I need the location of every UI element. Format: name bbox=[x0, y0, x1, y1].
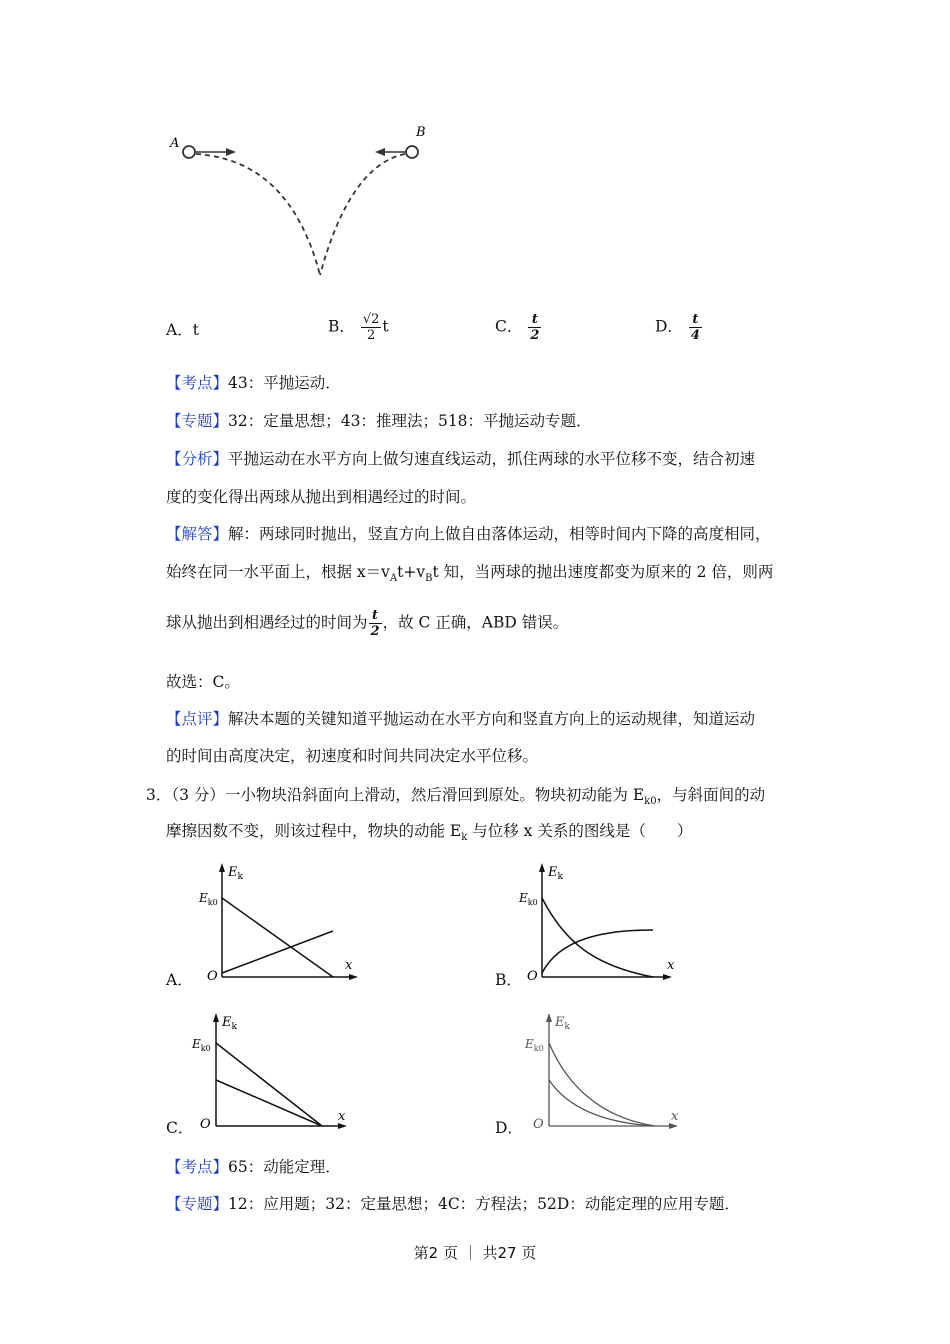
svg-text:Ek: $E_k$ bbox=[228, 865, 243, 882]
q2-jieda-3: 球从抛出到相遇经过的时间为 $\frac{t}{2}$ ，故 C 正确，ABD 错误。 bbox=[166, 608, 569, 639]
q3-option-b: B． bbox=[495, 971, 522, 989]
ball-a bbox=[183, 146, 195, 158]
trajectory-b bbox=[320, 154, 405, 275]
q2-dianping: 【点评】解决本题的关键知道平抛运动在水平方向和竖直方向上的运动规律，知道运动 bbox=[166, 710, 756, 728]
svg-text:x: x bbox=[667, 958, 675, 973]
trajectory-a bbox=[196, 154, 320, 275]
q3-option-a: A． bbox=[166, 971, 193, 989]
q2-jieda: 【解答】解：两球同时抛出，竖直方向上做自由落体运动，相等时间内下降的高度相同， bbox=[166, 525, 771, 543]
graph-a bbox=[195, 858, 365, 988]
svg-text:x: x bbox=[345, 958, 353, 973]
graph-c bbox=[190, 1008, 360, 1133]
page-footer: 第2 页 ｜ 共27 页 bbox=[413, 1244, 537, 1262]
q2-fenxi-2: 度的变化得出两球从抛出到相遇经过的时间。 bbox=[166, 488, 477, 506]
graph-d bbox=[523, 1008, 693, 1133]
q2-guxuan: 故选：C。 bbox=[166, 673, 240, 691]
option-c: C． $\frac{t}{2}$ bbox=[495, 312, 540, 343]
q3-option-c: C． bbox=[166, 1119, 194, 1137]
svg-text:Ek0: $E_{k0}$ bbox=[525, 1037, 544, 1053]
curve-lower bbox=[549, 1080, 655, 1126]
svg-text:Ek0: $E_{k0}$ bbox=[192, 1037, 211, 1053]
svg-text:Ek: $E_k$ bbox=[222, 1015, 237, 1032]
projectile-figure bbox=[160, 115, 440, 290]
svg-text:O: O bbox=[533, 1117, 544, 1132]
svg-text:Ek: $E_k$ bbox=[555, 1015, 570, 1032]
q3-stem: 3．（3 分）一小物块沿斜面向上滑动，然后滑回到原处。物块初动能为 $E_{k0}$，与斜面间的动 bbox=[146, 786, 766, 808]
option-d: D． $\frac{t}{4}$ bbox=[655, 312, 700, 343]
option-b: B． $\frac{√2}{2}$ t bbox=[328, 312, 389, 343]
graph-b bbox=[515, 858, 685, 988]
q2-zhuanti: 【专题】32：定量思想；43：推理法；518：平抛运动专题． bbox=[166, 412, 592, 430]
q3-stem-2: 摩擦因数不变，则该过程中，物块的动能 $E_k$ 与位移 x 关系的图线是（ ） bbox=[166, 822, 693, 844]
svg-text:O: O bbox=[527, 969, 538, 984]
svg-text:O: O bbox=[207, 969, 218, 984]
svg-text:Ek: $E_k$ bbox=[548, 865, 563, 882]
curve-down bbox=[542, 898, 653, 977]
svg-text:Ek0: $E_{k0}$ bbox=[199, 891, 218, 907]
q3-zhuanti: 【专题】12：应用题；32：定量思想；4C：方程法；52D：动能定理的应用专题． bbox=[166, 1195, 740, 1213]
svg-text:O: O bbox=[200, 1117, 211, 1132]
curve-upper bbox=[549, 1043, 655, 1126]
option-a: A．t bbox=[166, 321, 199, 339]
label-a: A bbox=[170, 136, 180, 151]
q3-option-d: D． bbox=[495, 1119, 523, 1137]
curve-up bbox=[542, 930, 653, 973]
q2-fenxi: 【分析】平抛运动在水平方向上做匀速直线运动，抓住两球的水平位移不变，结合初速 bbox=[166, 450, 756, 468]
line-shallow bbox=[216, 1080, 322, 1126]
q2-kaodian: 【考点】43：平抛运动． bbox=[166, 374, 341, 392]
line-steep bbox=[216, 1043, 322, 1126]
q2-dianping-2: 的时间由高度决定，初速度和时间共同决定水平位移。 bbox=[166, 747, 539, 765]
q2-jieda-2: 始终在同一水平面上，根据 $x=v_At+v_Bt$ 知，当两球的抛出速度都变为原来的 2 倍，则两 bbox=[166, 563, 774, 585]
label-b: B bbox=[416, 125, 426, 140]
ball-b bbox=[406, 146, 418, 158]
svg-text:x: x bbox=[671, 1109, 679, 1124]
q3-kaodian: 【考点】65：动能定理． bbox=[166, 1158, 341, 1176]
svg-text:Ek0: $E_{k0}$ bbox=[519, 891, 538, 907]
svg-text:x: x bbox=[338, 1109, 346, 1124]
